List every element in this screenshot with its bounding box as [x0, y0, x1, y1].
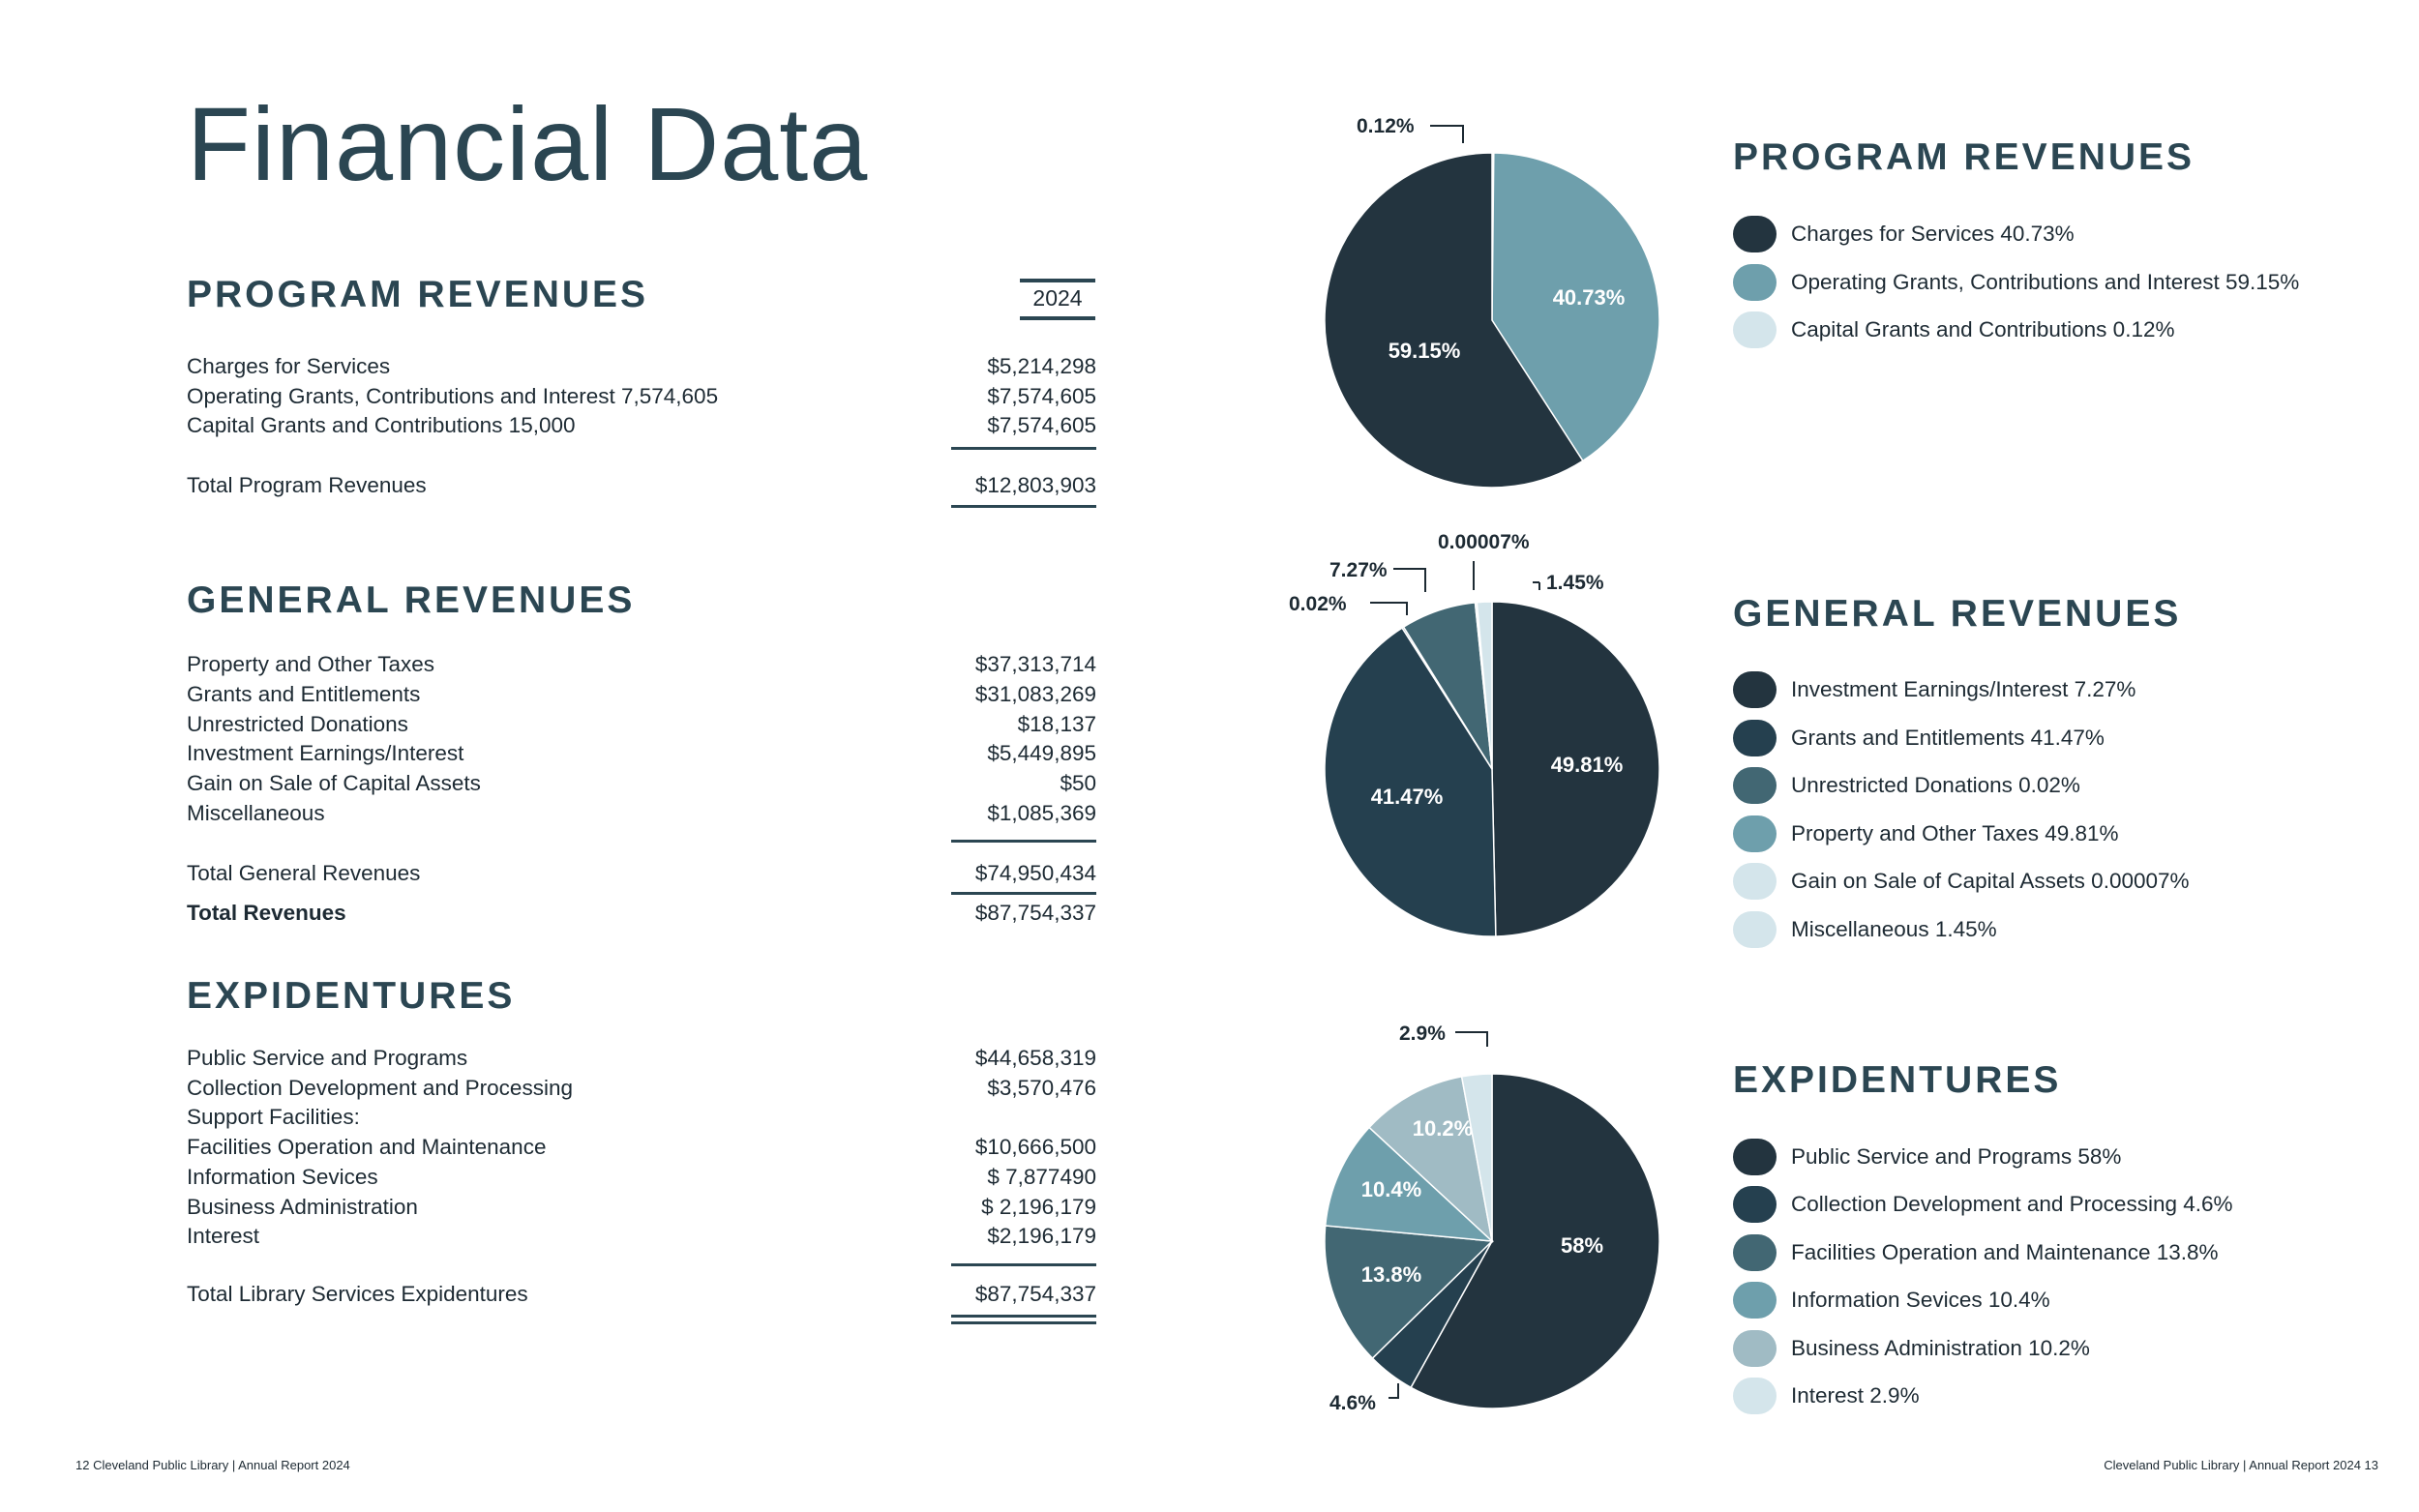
- total-row: Total General Revenues $74,950,434: [187, 861, 1096, 885]
- expenditures-legend-heading: EXPIDENTURES: [1733, 1059, 2062, 1101]
- total-rule: [951, 505, 1096, 508]
- slice-outside-label: 0.00007%: [1438, 531, 1530, 553]
- table-row: Public Service and Programs $44,658,319: [187, 1046, 1096, 1070]
- table-row: Facilities Operation and Maintenance $10,666,500: [187, 1135, 1096, 1159]
- legend-item: Facilities Operation and Maintenance 13.8%: [1733, 1234, 2391, 1271]
- footer-right: Cleveland Public Library | Annual Report 2024 13: [2104, 1458, 2378, 1472]
- legend-item: Miscellaneous 1.45%: [1733, 911, 2391, 948]
- table-row: Interest $2,196,179: [187, 1224, 1096, 1248]
- table-row: Capital Grants and Contributions 15,000 $7,574,605: [187, 413, 1096, 437]
- total-row: Total Program Revenues $12,803,903: [187, 473, 1096, 497]
- legend-swatch: [1733, 1378, 1777, 1414]
- legend-item: Capital Grants and Contributions 0.12%: [1733, 311, 2391, 348]
- leader-line: [1455, 1032, 1487, 1047]
- legend-swatch: [1733, 863, 1777, 900]
- slice-data-label: 49.81%: [1550, 753, 1624, 777]
- legend-swatch: [1733, 767, 1777, 804]
- program-revenues-heading: PROGRAM REVENUES: [187, 274, 649, 315]
- slice-data-label: 41.47%: [1370, 785, 1444, 809]
- double-total-rule-top: [951, 1315, 1096, 1318]
- legend-item: Grants and Entitlements 41.47%: [1733, 720, 2391, 756]
- legend-swatch: [1733, 1330, 1777, 1367]
- general-revenues-heading: GENERAL REVENUES: [187, 579, 636, 621]
- general-revenues-pie-chart: [1287, 522, 1693, 948]
- leader-line: [1430, 126, 1463, 143]
- table-row: Miscellaneous $1,085,369: [187, 801, 1096, 825]
- expenditures-heading: EXPIDENTURES: [187, 975, 516, 1017]
- slice-outside-label: 7.27%: [1329, 559, 1388, 581]
- slice-data-label: 13.8%: [1360, 1262, 1422, 1287]
- legend-item: Charges for Services 40.73%: [1733, 216, 2391, 252]
- legend-swatch: [1733, 815, 1777, 852]
- legend-item: Unrestricted Donations 0.02%: [1733, 767, 2391, 804]
- table-row: Support Facilities:: [187, 1105, 360, 1129]
- general-legend-heading: GENERAL REVENUES: [1733, 593, 2182, 635]
- legend-item: Property and Other Taxes 49.81%: [1733, 815, 2391, 852]
- leader-line: [1389, 1383, 1398, 1398]
- subtotal-rule: [951, 447, 1096, 450]
- legend-item: Public Service and Programs 58%: [1733, 1139, 2391, 1175]
- expenditures-pie-chart: [1287, 1006, 1693, 1422]
- table-row: Business Administration $ 2,196,179: [187, 1195, 1096, 1219]
- table-row: Investment Earnings/Interest $5,449,895: [187, 741, 1096, 765]
- total-rule: [951, 892, 1096, 895]
- legend-item: Operating Grants, Contributions and Interest 59.15%: [1733, 264, 2391, 301]
- legend-swatch: [1733, 1282, 1777, 1319]
- legend-item: Gain on Sale of Capital Assets 0.00007%: [1733, 863, 2391, 900]
- slice-outside-label: 0.02%: [1289, 593, 1347, 615]
- slice-data-label: 59.15%: [1388, 339, 1461, 363]
- legend-swatch: [1733, 911, 1777, 948]
- legend-swatch: [1733, 1139, 1777, 1175]
- slice-data-label: 10.4%: [1360, 1177, 1422, 1201]
- legend-swatch: [1733, 671, 1777, 708]
- footer-left: 12 Cleveland Public Library | Annual Report 2024: [75, 1458, 350, 1472]
- program-revenues-pie-chart: [1287, 97, 1693, 503]
- legend-swatch: [1733, 720, 1777, 756]
- grand-total-row: Total Revenues $87,754,337: [187, 901, 1096, 925]
- subtotal-rule: [951, 1263, 1096, 1266]
- year-column-header: 2024: [1020, 279, 1095, 320]
- table-row: Collection Development and Processing $3,570,476: [187, 1076, 1096, 1100]
- legend-item: Collection Development and Processing 4.6%: [1733, 1186, 2391, 1223]
- double-total-rule-bottom: [951, 1321, 1096, 1324]
- legend-swatch: [1733, 216, 1777, 252]
- leader-line: [1370, 603, 1407, 615]
- slice-data-label: 58%: [1560, 1233, 1604, 1258]
- legend-swatch: [1733, 1186, 1777, 1223]
- slice-outside-label: 2.9%: [1399, 1023, 1446, 1045]
- leader-line: [1393, 569, 1425, 592]
- slice-data-label: 10.2%: [1412, 1116, 1474, 1141]
- table-row: Gain on Sale of Capital Assets $50: [187, 771, 1096, 795]
- leader-line: [1533, 582, 1539, 590]
- legend-swatch: [1733, 311, 1777, 348]
- slice-outside-label: 4.6%: [1329, 1392, 1376, 1414]
- slice-outside-label: 1.45%: [1546, 572, 1604, 594]
- legend-item: Business Administration 10.2%: [1733, 1330, 2391, 1367]
- legend-swatch: [1733, 264, 1777, 301]
- slice-outside-label: 0.12%: [1357, 115, 1415, 137]
- legend-swatch: [1733, 1234, 1777, 1271]
- subtotal-rule: [951, 840, 1096, 843]
- legend-item: Information Sevices 10.4%: [1733, 1282, 2391, 1319]
- total-row: Total Library Services Expidentures $87,754,337: [187, 1282, 1096, 1306]
- table-row: Grants and Entitlements $31,083,269: [187, 682, 1096, 706]
- table-row: Operating Grants, Contributions and Interest 7,574,605 $7,574,605: [187, 384, 1096, 408]
- legend-item: Interest 2.9%: [1733, 1378, 2391, 1414]
- program-legend-heading: PROGRAM REVENUES: [1733, 136, 2195, 178]
- table-row: Information Sevices $ 7,877490: [187, 1165, 1096, 1189]
- table-row: Unrestricted Donations $18,137: [187, 712, 1096, 736]
- table-row: Charges for Services $5,214,298: [187, 354, 1096, 378]
- table-row: Property and Other Taxes $37,313,714: [187, 652, 1096, 676]
- page-title: Financial Data: [187, 85, 869, 202]
- slice-data-label: 40.73%: [1552, 285, 1626, 310]
- legend-item: Investment Earnings/Interest 7.27%: [1733, 671, 2391, 708]
